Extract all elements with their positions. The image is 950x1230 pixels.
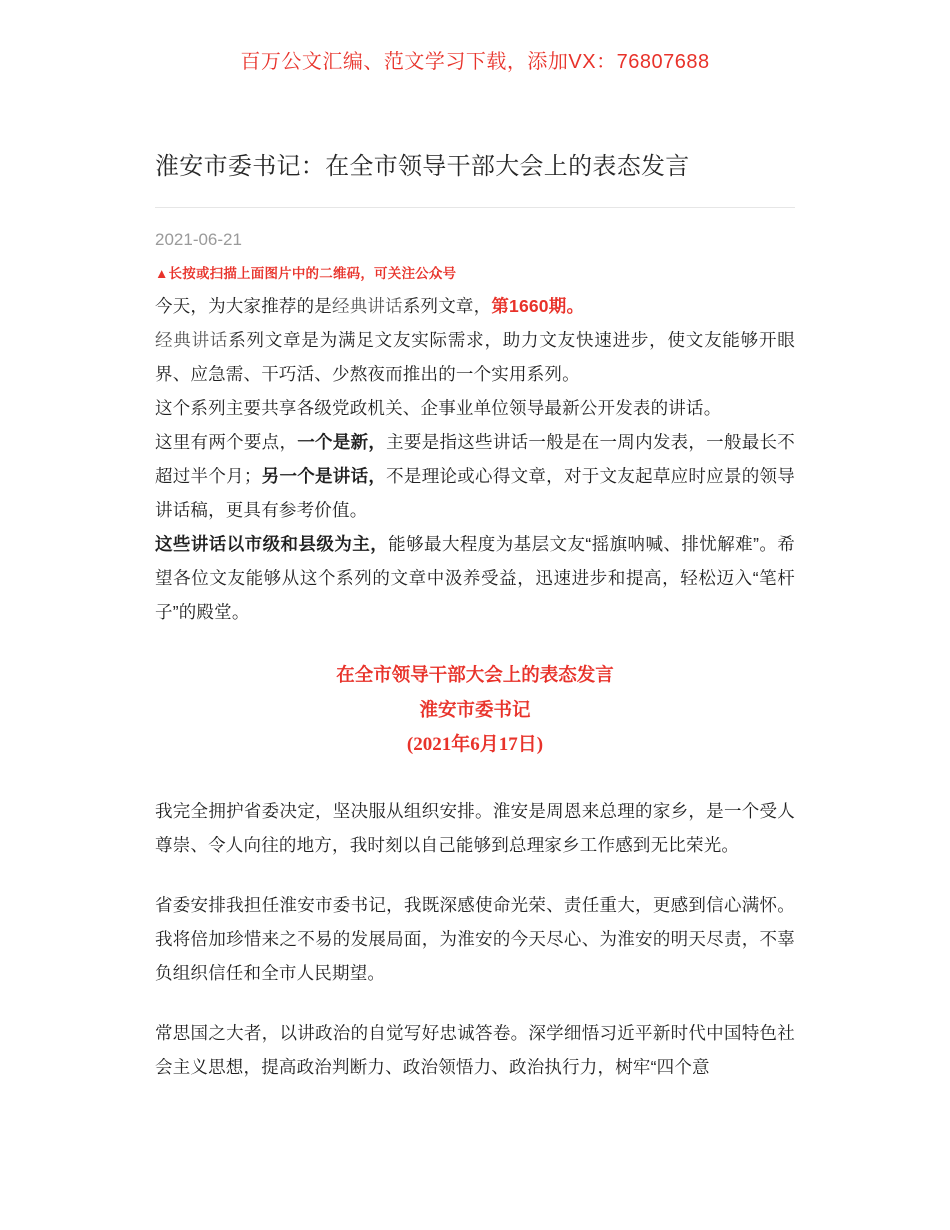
intro-text-4e: 不是理论或心得文章，对于文友起草应时应景的领导讲话稿，更具有参考价值。 [155, 466, 796, 520]
intro-text-4a: 这里有两个要点， [155, 432, 298, 452]
intro-line-5 [155, 527, 795, 629]
intro-text-1b: 经典讲话 [332, 296, 403, 316]
intro-text-2a: 经典讲话 [155, 330, 229, 350]
speech-paragraph-1: 我完全拥护省委决定，坚决服从组织安排。淮安是周恩来总理的家乡，是一个受人尊崇、令人向往的地方，我时刻以自己能够到总理家乡工作感到无比荣光。 [155, 801, 795, 855]
promo-banner: 百万公文汇编、范文学习下载，添加VX：76807688 [240, 51, 710, 73]
speech-title: 在全市领导干部大会上的表态发言 [336, 664, 614, 685]
paragraph-gap [155, 862, 795, 888]
spacer [155, 762, 795, 794]
intro-issue-number: 第1660期。 [491, 296, 585, 316]
speech-paragraph-2: 省委安排我担任淮安市委书记，我既深感使命光荣、责任重大，更感到信心满怀。我将倍加珍惜来之不易的发展局面，为淮安的今天尽心、为淮安的明天尽责，不辜负组织信任和全市人民期望。 [155, 895, 795, 983]
intro-text-5a: 这些讲话以市级和县级为主， [155, 534, 389, 554]
intro-line-1 [155, 289, 795, 323]
paragraph-gap [155, 990, 795, 1016]
intro-text-5b: 能够最大程度为基层文友“摇旗呐喊、排忧解难”。希望各位文友能够从这个系列的文章中汲养受益，迅速进步和提高，轻松迈入“笔杆子”的殿堂。 [155, 534, 795, 622]
speech-author: 淮安市委书记 [419, 699, 531, 720]
page-title: 淮安市委书记：在全市领导干部大会上的表态发言 [155, 146, 795, 208]
intro-line-4 [155, 425, 795, 527]
qr-follow-note: ▲长按或扫描上面图片中的二维码，可关注公众号 [155, 266, 457, 281]
intro-text-2b: 系列文章是为满足文友实际需求，助力文友快速进步，使文友能够开眼界、应急需、干巧活、少熬夜而推出的一个实用系列。 [155, 330, 795, 384]
speech-heading [155, 657, 795, 762]
intro-text-4b: 一个是新， [297, 432, 387, 452]
speech-paragraph-3: 常思国之大者，以讲政治的自觉写好忠诚答卷。深学细悟习近平新时代中国特色社会主义思想，提高政治判断力、政治领悟力、政治执行力，树牢“四个意 [155, 1023, 795, 1077]
intro-text-4c: 主要是指这些讲话一般是在一周内发表，一般最长不超过半个月； [155, 432, 796, 486]
speech-date: (2021年6月17日) [406, 734, 544, 755]
intro-line-2 [155, 323, 795, 391]
publish-date: 2021-06-21 [155, 230, 242, 249]
intro-line-3: 这个系列主要共享各级党政机关、企事业单位领导最新公开发表的讲话。 [155, 398, 722, 418]
intro-text-1c: 系列文章， [402, 296, 492, 316]
intro-text-1a: 今天，为大家推荐的是 [155, 296, 332, 316]
intro-text-4d: 另一个是讲话， [261, 466, 387, 486]
